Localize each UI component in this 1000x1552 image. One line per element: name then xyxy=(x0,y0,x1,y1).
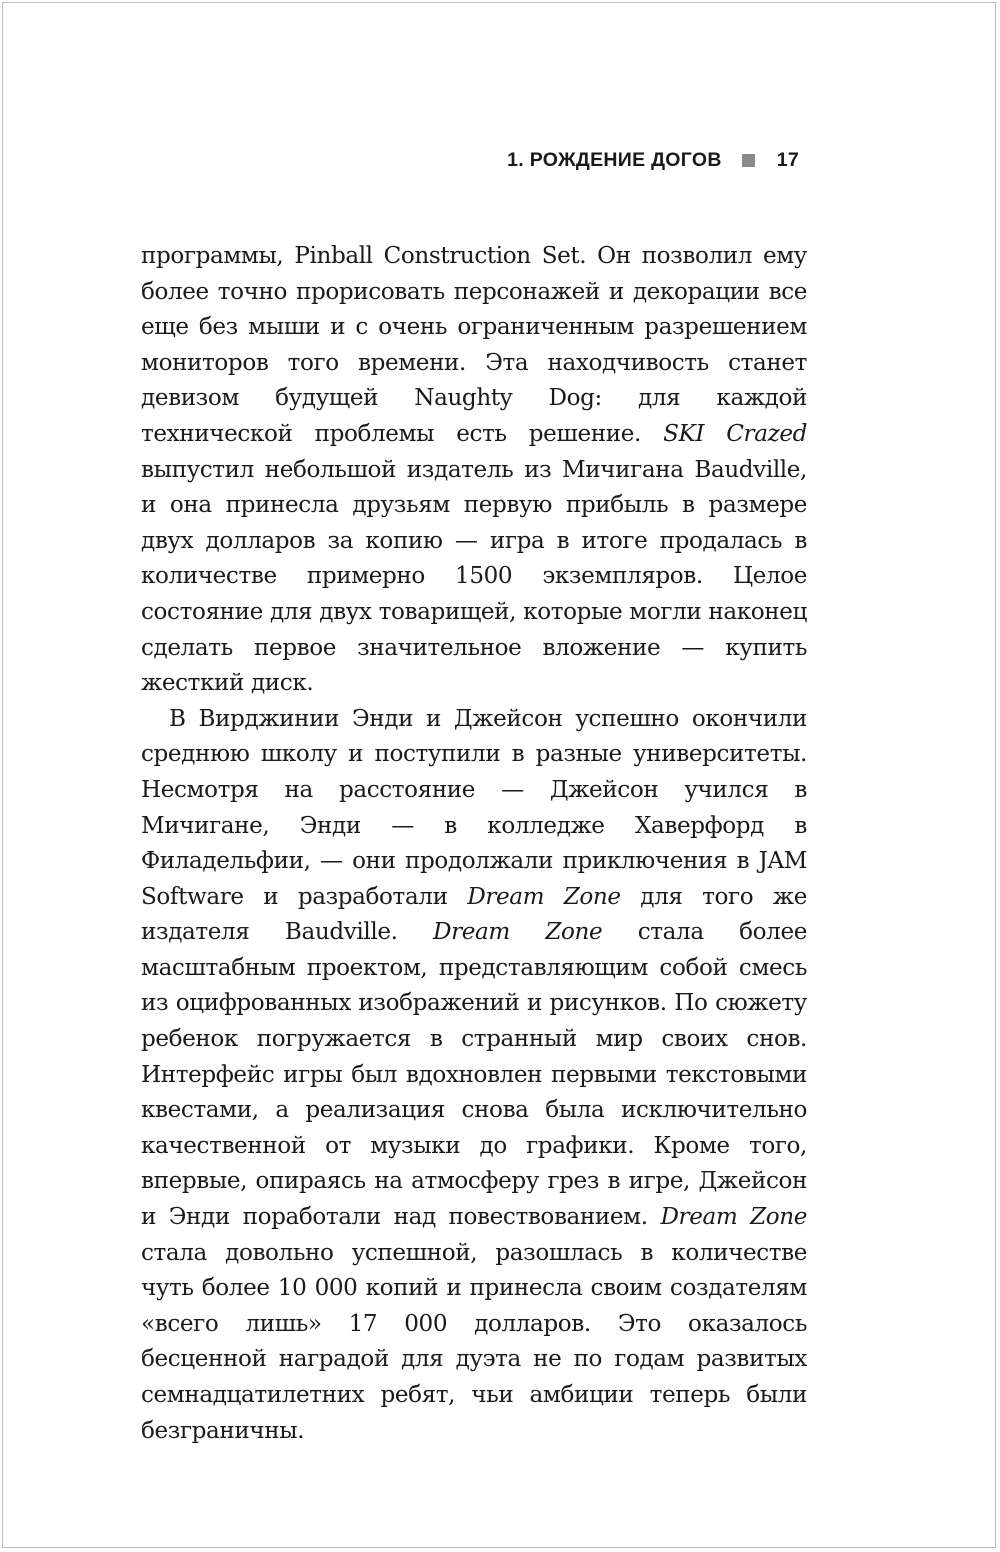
game-title-dream-zone-2: Dream Zone xyxy=(433,919,603,946)
paragraph-2 xyxy=(141,702,807,1449)
body-text xyxy=(141,239,807,1449)
game-title-dream-zone-3: Dream Zone xyxy=(660,1204,807,1231)
paragraph-2-text-3: стала более масштабным проектом, представляющим собой смесь из оцифрованных изображений и рисунков. По сюжету ребенок погружается в странный мир своих снов. Интерфейс игры был вдохновлен первыми текстовыми квестами, а реализация снова была исключительно качественной от музыки до графики. Кроме того, впервые, опираясь на атмосферу грез в игре, Джейсон и Энди поработали над повествованием. xyxy=(141,919,807,1231)
paragraph-2-text-1: В Вирджинии Энди и Джейсон успешно окончили среднюю школу и поступили в разные университеты. Несмотря на расстояние — Джейсон учился в Мичигане, Энди — в колледже Хаверфорд в Филадельфии, — они продолжали приключения в JAM Software и разработали xyxy=(141,705,807,910)
page-number: 17 xyxy=(776,148,799,171)
paragraph-1-text-1: программы, Pinball Construction Set. Он позволил ему более точно прорисовать персонажей и декорации все еще без мыши и с очень ограниченным разрешением мониторов того времени. Эта находчивость станет девизом будущей Naughty Dog: для каждой технической проблемы есть решение. xyxy=(141,243,807,447)
running-header xyxy=(507,145,799,175)
chapter-title: 1. РОЖДЕНИЕ ДОГОВ xyxy=(507,148,722,171)
book-page xyxy=(2,2,996,1548)
paragraph-2-text-4: стала довольно успешной, разошлась в количестве чуть более 10 000 копий и принесла своим создателям «всего лишь» 17 000 долларов. Это оказалось бесценной наградой для дуэта не по годам развитых семнадцатилетних ребят, чьи амбиции теперь были безграничны. xyxy=(141,1239,807,1444)
game-title-ski-crazed: SKI Crazed xyxy=(663,420,807,447)
paragraph-1-text-2: выпустил небольшой издатель из Мичигана Baudville, и она принесла друзьям первую прибыль в размере двух долларов за копию — игра в итоге продалась в количестве примерно 1500 экземпляров. Целое состояние для двух товарищей, которые могли наконец сделать первое значительное вложение — купить жесткий диск. xyxy=(141,456,807,697)
paragraph-2-text-2: для того же издателя Baudville. xyxy=(141,883,807,946)
paragraph-1 xyxy=(141,239,807,702)
square-marker-icon xyxy=(742,154,755,167)
game-title-dream-zone-1: Dream Zone xyxy=(467,883,621,910)
